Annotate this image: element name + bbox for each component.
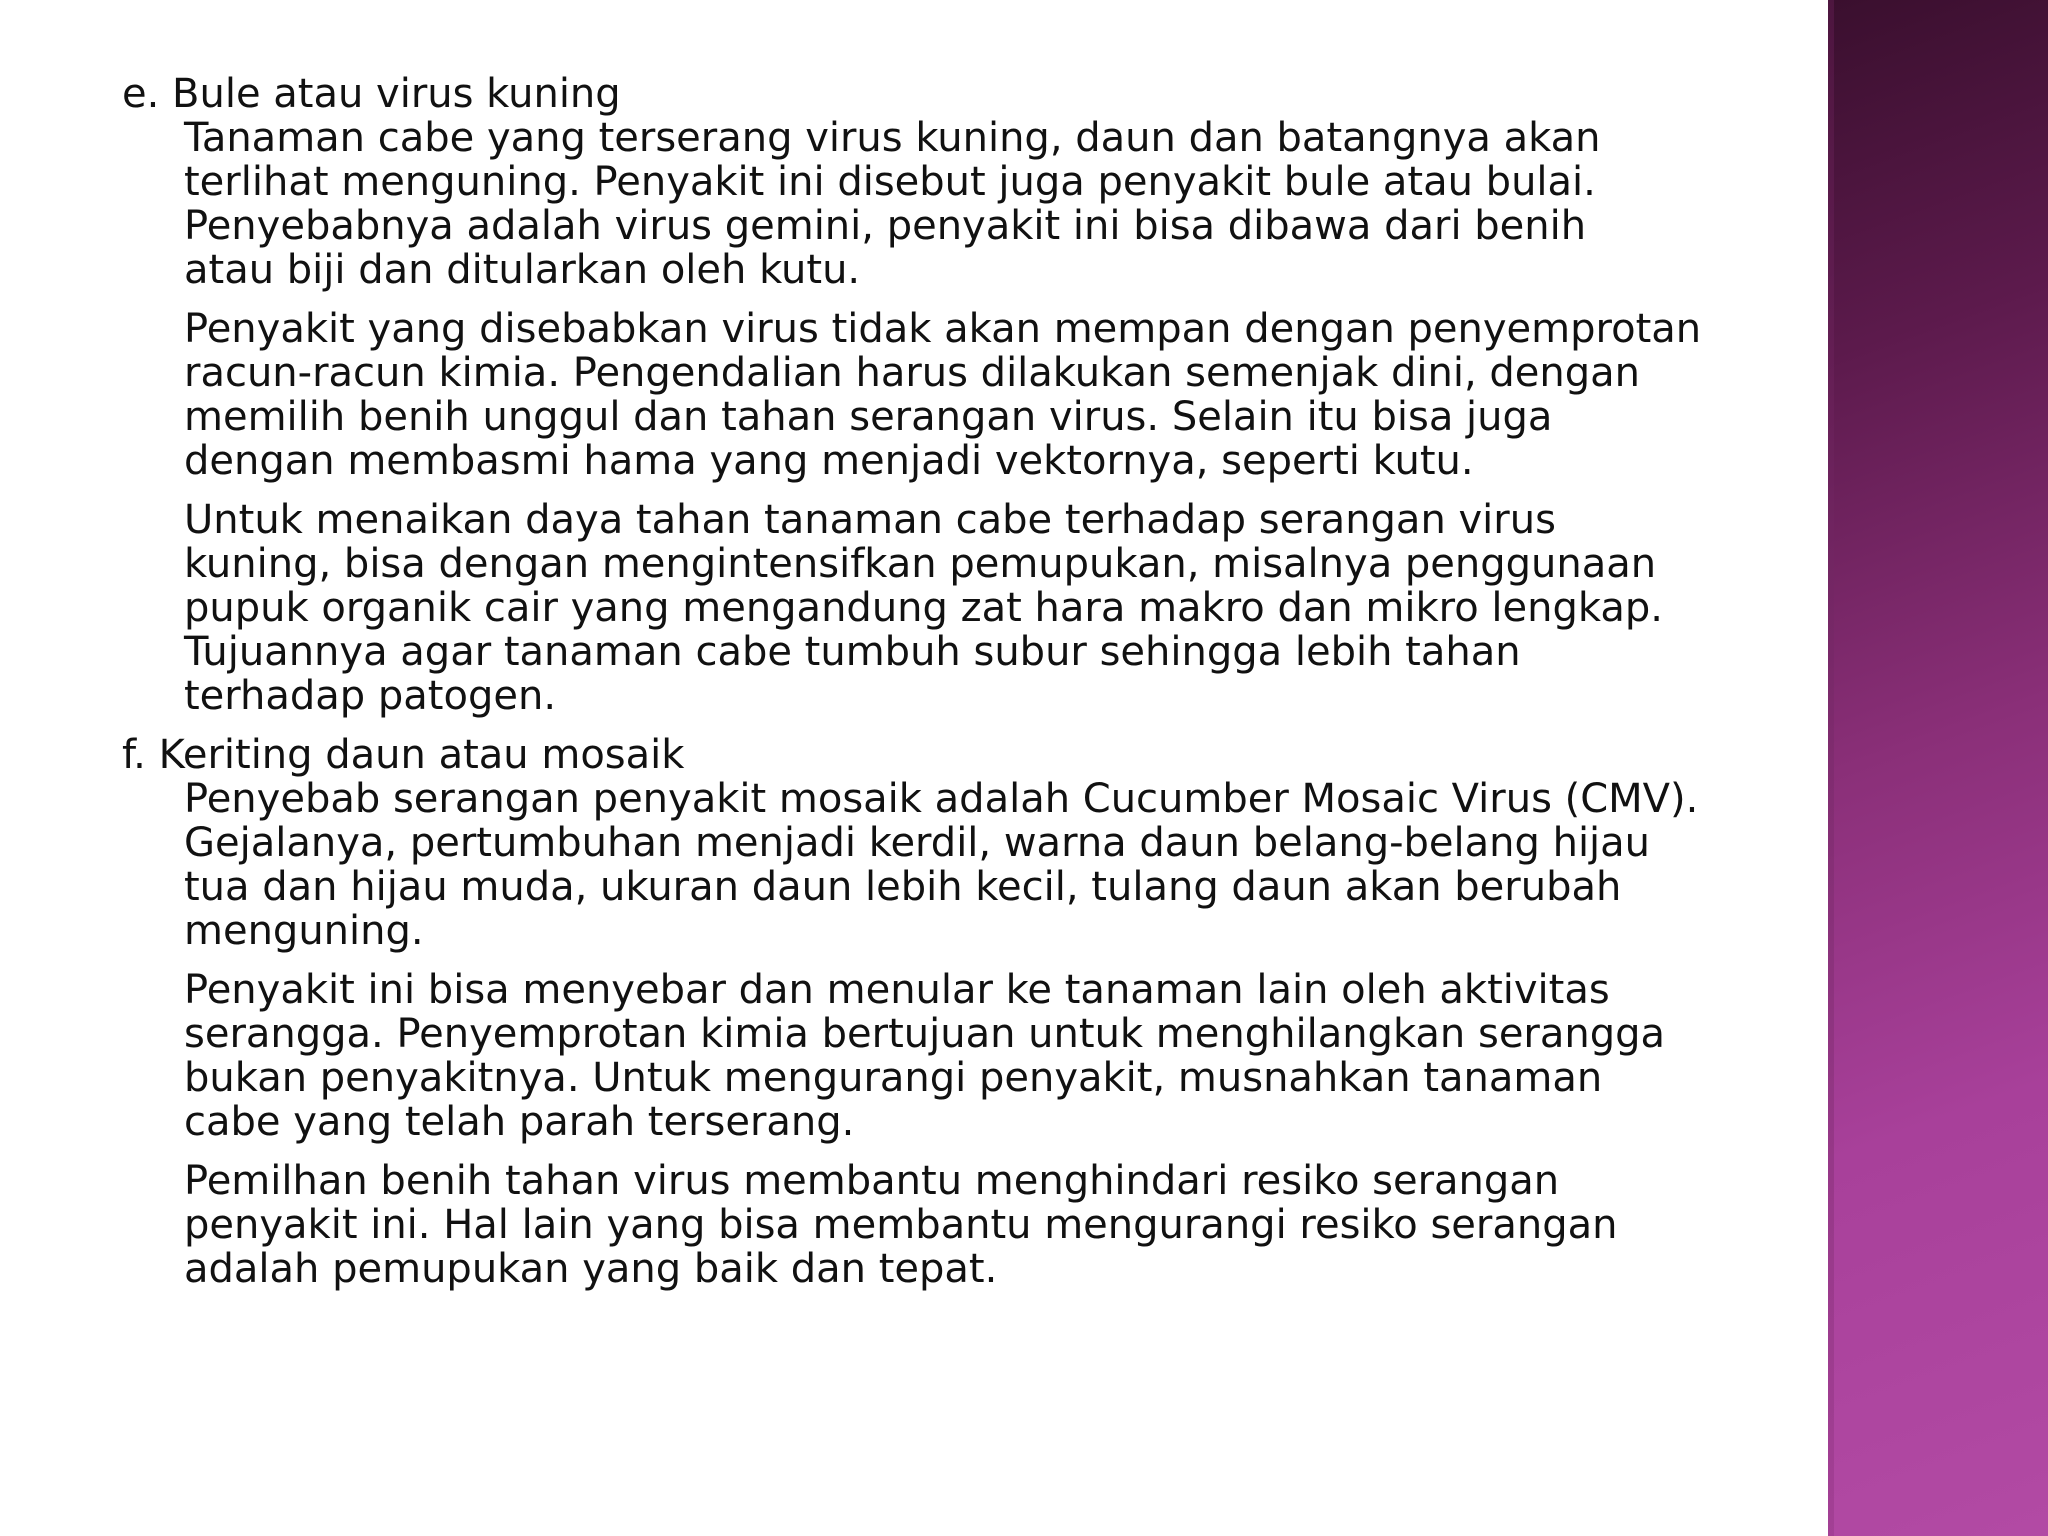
text-line: penyakit ini. Hal lain yang bisa membantu mengurangi resiko serangan: [184, 1202, 1618, 1248]
text-line: atau biji dan ditularkan oleh kutu.: [184, 247, 861, 293]
paragraph: [184, 1159, 1722, 1291]
section-keriting: [122, 733, 1722, 1291]
text-line: racun-racun kimia. Pengendalian harus dilakukan semenjak dini, dengan: [184, 350, 1641, 396]
text-line: Pemilhan benih tahan virus membantu menghindari resiko serangan: [184, 1158, 1560, 1204]
text-line: cabe yang telah parah terserang.: [184, 1099, 855, 1145]
text-line: Penyakit ini bisa menyebar dan menular ke tanaman lain oleh aktivitas: [184, 967, 1610, 1013]
section-heading: e. Bule atau virus kuning: [122, 71, 621, 117]
text-line: Gejalanya, pertumbuhan menjadi kerdil, warna daun belang-belang hijau: [184, 820, 1651, 866]
text-line: Untuk menaikan daya tahan tanaman cabe terhadap serangan virus: [184, 497, 1556, 543]
text-line: serangga. Penyemprotan kimia bertujuan untuk menghilangkan serangga: [184, 1011, 1666, 1057]
text-line: Penyakit yang disebabkan virus tidak akan mempan dengan penyemprotan: [184, 306, 1702, 352]
section-bule: [122, 72, 1722, 718]
paragraph: [184, 498, 1722, 718]
paragraph: [184, 116, 1722, 292]
text-line: pupuk organik cair yang mengandung zat hara makro dan mikro lengkap.: [184, 585, 1663, 631]
text-line: bukan penyakitnya. Untuk mengurangi penyakit, musnahkan tanaman: [184, 1055, 1603, 1101]
decorative-side-band: [1828, 0, 2048, 1536]
text-line: Tujuannya agar tanaman cabe tumbuh subur sehingga lebih tahan: [184, 629, 1521, 675]
text-line: Tanaman cabe yang terserang virus kuning, daun dan batangnya akan: [184, 115, 1601, 161]
section-heading: f. Keriting daun atau mosaik: [122, 732, 685, 778]
text-line: terlihat menguning. Penyakit ini disebut juga penyakit bule atau bulai.: [184, 159, 1596, 205]
text-line: adalah pemupukan yang baik dan tepat.: [184, 1246, 998, 1292]
text-line: memilih benih unggul dan tahan serangan virus. Selain itu bisa juga: [184, 394, 1553, 440]
text-line: dengan membasmi hama yang menjadi vektornya, seperti kutu.: [184, 438, 1474, 484]
paragraph: [184, 307, 1722, 483]
text-line: Penyebab serangan penyakit mosaik adalah Cucumber Mosaic Virus (CMV).: [184, 776, 1699, 822]
slide-content: [122, 72, 1722, 1306]
text-line: terhadap patogen.: [184, 673, 557, 719]
text-line: menguning.: [184, 908, 424, 954]
text-line: tua dan hijau muda, ukuran daun lebih kecil, tulang daun akan berubah: [184, 864, 1622, 910]
paragraph: [184, 777, 1722, 953]
paragraph: [184, 968, 1722, 1144]
text-line: Penyebabnya adalah virus gemini, penyakit ini bisa dibawa dari benih: [184, 203, 1587, 249]
text-line: kuning, bisa dengan mengintensifkan pemupukan, misalnya penggunaan: [184, 541, 1657, 587]
